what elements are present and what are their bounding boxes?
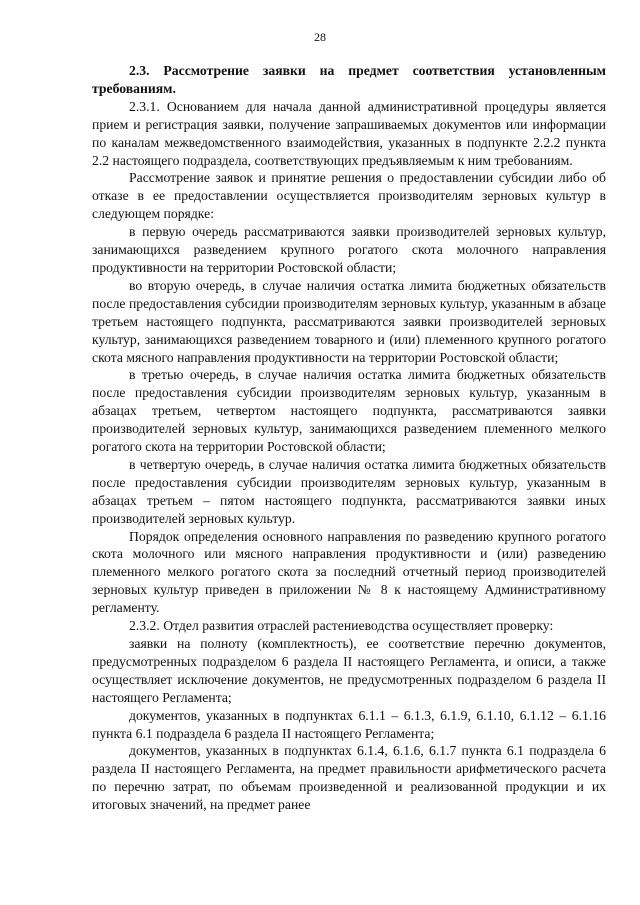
page-number: 28 xyxy=(314,30,326,44)
paragraph-order-intro: Рассмотрение заявок и принятие решения о предоставлении субсидии либо об отказе в ее предоставлении осуществляется производителям зерновых культур в следующем порядке: xyxy=(92,170,606,222)
paragraph-2-3-2: 2.3.2. Отдел развития отраслей растениеводства осуществляет проверку: xyxy=(129,618,554,634)
paragraph-check-documents-2: документов, указанных в подпунктах 6.1.4, 6.1.6, 6.1.7 пункта 6.1 подраздела 6 раздела II настоящего Регламента, на предмет правильности арифметического расчета по перечню затрат, по объемам произведенной и реализованной продукции и их итоговых значений, на предмет ранее xyxy=(92,743,606,813)
paragraph-third-priority: в третью очередь, в случае наличия остатка лимита бюджетных обязательств после предоставления субсидии производителям зерновых культур, указанным в абзацах третьем, четвертом настоящего подпункта, рассматриваются заявки производителей зерновых культур, занимающихся разведением племенного мелкого рогатого скота на территории Ростовской области; xyxy=(92,367,606,455)
paragraph-direction-procedure: Порядок определения основного направления по разведению крупного рогатого скота молочного или мясного направления продуктивности и (или) разведению племенного мелкого рогатого скота за последний отчетный период производителей зерновых культур приведен в приложении № 8 к настоящему Административному регламенту. xyxy=(92,528,606,616)
paragraph-check-documents-1: документов, указанных в подпунктах 6.1.1 – 6.1.3, 6.1.9, 6.1.10, 6.1.12 – 6.1.16 пункта 6.1 подраздела 6 раздела II настоящего Регламента; xyxy=(92,707,606,741)
document-body xyxy=(92,62,606,814)
paragraph-fourth-priority: в четвертую очередь, в случае наличия остатка лимита бюджетных обязательств после предоставления субсидии производителям зерновых культур, указанным в абзацах третьем – пятом настоящего подпункта, рассматриваются заявки иных производителей зерновых культур. xyxy=(92,456,606,526)
paragraph-check-completeness: заявки на полноту (комплектность), ее соответствие перечню документов, предусмотренных подразделом 6 раздела II настоящего Регламента, и описи, а также осуществляет исключение документов, не предусмотренных подразделом 6 раздела II настоящего Регламента; xyxy=(92,636,606,705)
section-heading: 2.3. Рассмотрение заявки на предмет соответствия установленным требованиям. xyxy=(92,63,606,96)
paragraph-2-3-1: 2.3.1. Основанием для начала данной административной процедуры является прием и регистрация заявки, получение запрашиваемых документов или информации по каналам межведомственного взаимодействия, указанных в подпункте 2.2.2 пункта 2.2 настоящего подраздела, соответствующих предъявляемым к ним требованиям. xyxy=(92,98,606,168)
paragraph-second-priority: во вторую очередь, в случае наличия остатка лимита бюджетных обязательств после предоставления субсидии производителям зерновых культур, указанным в абзаце третьем настоящего подпункта, рассматриваются заявки производителей зерновых культур, занимающихся разведением товарного и (или) племенного крупного рогатого скота мясного направления продуктивности на территории Ростовской области; xyxy=(92,277,606,365)
paragraph-first-priority: в первую очередь рассматриваются заявки производителей зерновых культур, занимающихся разведением крупного рогатого скота молочного направления продуктивности на территории Ростовской области; xyxy=(92,224,606,275)
